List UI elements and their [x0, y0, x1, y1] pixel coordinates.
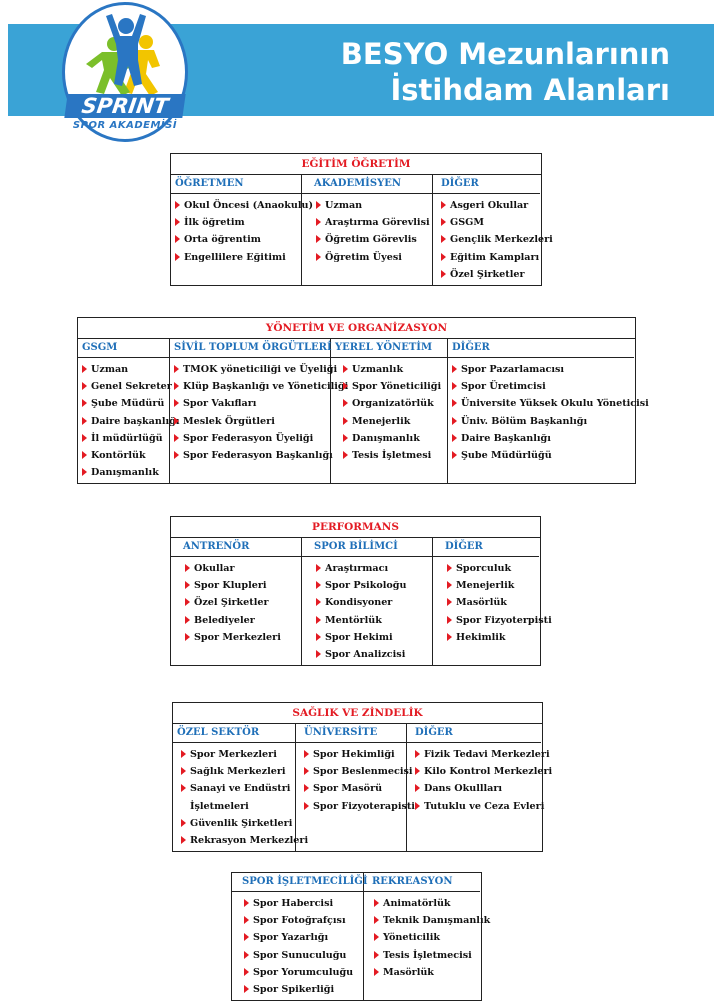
- bullet-triangle-icon: [185, 616, 190, 624]
- bullet-triangle-icon: [316, 598, 321, 606]
- column-ogretmen: [171, 175, 313, 285]
- bullet-triangle-icon: [174, 365, 179, 373]
- bullet-triangle-icon: [304, 784, 309, 792]
- logo-brand: SPRINT: [64, 94, 185, 118]
- bullet-triangle-icon: [316, 253, 321, 261]
- bullet-triangle-icon: [181, 784, 186, 792]
- bullet-triangle-icon: [316, 650, 321, 658]
- bullet-triangle-icon: [174, 399, 179, 407]
- table-columns: [171, 175, 553, 285]
- item-list: [407, 743, 553, 817]
- list-item: Organizatörlük: [331, 395, 447, 412]
- list-item: Kilo Kontrol Merkezleri: [407, 763, 541, 780]
- bullet-triangle-icon: [175, 235, 180, 243]
- bullet-triangle-icon: [244, 951, 249, 959]
- table-performans: [170, 516, 552, 666]
- list-item: Şube Müdürlüğü: [448, 447, 634, 464]
- column-header: ÜNİVERSİTE: [296, 724, 406, 743]
- list-item: Okullar: [171, 560, 301, 577]
- list-item: Güvenlik Şirketleri: [173, 815, 295, 832]
- column-sivil-toplum: [170, 339, 349, 483]
- list-item: Spor Yazarlığı: [232, 929, 363, 946]
- bullet-triangle-icon: [174, 417, 179, 425]
- bullet-triangle-icon: [174, 382, 179, 390]
- list-item: Üniv. Bölüm Başkanlığı: [448, 413, 634, 430]
- list-item: Danışmanlık: [78, 464, 169, 481]
- table-columns: [78, 339, 649, 483]
- item-list: [78, 358, 180, 483]
- list-item: Uzmanlık: [331, 361, 447, 378]
- list-item: Kontörlük: [78, 447, 169, 464]
- bullet-triangle-icon: [244, 899, 249, 907]
- column-header: DİĞER: [433, 175, 540, 194]
- list-item: Teknik Danışmanlık: [364, 912, 480, 929]
- bullet-triangle-icon: [441, 235, 446, 243]
- bullet-triangle-icon: [304, 767, 309, 775]
- bullet-triangle-icon: [452, 399, 457, 407]
- bullet-triangle-icon: [316, 218, 321, 226]
- list-item: Masörlük: [364, 964, 480, 981]
- column-akademisyen: [302, 175, 433, 285]
- list-item: İl müdürlüğü: [78, 430, 169, 447]
- bullet-triangle-icon: [316, 201, 321, 209]
- bullet-triangle-icon: [82, 365, 87, 373]
- list-item: TMOK yöneticiliği ve Üyeliği: [170, 361, 330, 378]
- bullet-triangle-icon: [181, 750, 186, 758]
- column-header: REKREASYON: [364, 873, 480, 892]
- bullet-triangle-icon: [82, 417, 87, 425]
- list-item: Araştırma Görevlisi: [302, 214, 432, 231]
- list-item: Orta öğrentim: [171, 231, 301, 248]
- bullet-triangle-icon: [343, 365, 348, 373]
- bullet-triangle-icon: [82, 434, 87, 442]
- table-columns: [171, 538, 552, 665]
- table-title: EĞİTİM ÖĞRETİM: [171, 154, 541, 175]
- list-item: Şube Müdürü: [78, 395, 169, 412]
- bullet-triangle-icon: [415, 767, 420, 775]
- bullet-triangle-icon: [82, 399, 87, 407]
- list-item: GSGM: [433, 214, 540, 231]
- bullet-triangle-icon: [447, 581, 452, 589]
- item-list: [171, 194, 313, 268]
- list-item-continuation: İşletmeleri: [190, 800, 249, 812]
- list-item: Okul Öncesi (Anaokulu): [171, 197, 301, 214]
- list-item: Spor Fizyoterpisti: [433, 612, 539, 629]
- column-diger: [433, 538, 552, 665]
- bullet-triangle-icon: [447, 633, 452, 641]
- bullet-triangle-icon: [316, 235, 321, 243]
- bullet-triangle-icon: [304, 750, 309, 758]
- bullet-triangle-icon: [175, 218, 180, 226]
- bullet-triangle-icon: [82, 451, 87, 459]
- list-item: Animatörlük: [364, 895, 480, 912]
- column-diger: [433, 175, 553, 285]
- list-item: Spor Vakıfları: [170, 395, 330, 412]
- bullet-triangle-icon: [415, 784, 420, 792]
- bullet-triangle-icon: [447, 598, 452, 606]
- list-item: Eğitim Kampları: [433, 249, 540, 266]
- bullet-triangle-icon: [415, 802, 420, 810]
- list-item: Araştırmacı: [302, 560, 432, 577]
- list-item: Spor Federasyon Başkanlığı: [170, 447, 330, 464]
- list-item: Genel Sekreter: [78, 378, 169, 395]
- list-item: Daire başkanlığı: [78, 413, 169, 430]
- page-title: [341, 36, 670, 108]
- logo-wordmark: [62, 94, 188, 138]
- table-yonetim-organizasyon: [77, 317, 649, 484]
- table-title: PERFORMANS: [171, 517, 540, 538]
- bullet-triangle-icon: [316, 581, 321, 589]
- column-spor-isletmeciligi: [232, 873, 368, 1000]
- bullet-triangle-icon: [244, 933, 249, 941]
- item-list: [302, 194, 432, 268]
- column-ozel-sektor: [173, 724, 309, 851]
- list-item: Klüp Başkanlığı ve Yöneticiliği: [170, 378, 330, 395]
- bullet-triangle-icon: [374, 968, 379, 976]
- list-item: Spor Yorumculuğu: [232, 964, 363, 981]
- logo-subtitle: SPOR AKADEMİSİ: [72, 120, 178, 131]
- item-list: [173, 743, 309, 851]
- bullet-triangle-icon: [82, 382, 87, 390]
- list-item: Spor Merkezleri: [173, 746, 295, 763]
- table-columns: [232, 873, 491, 1000]
- column-gsgm: [78, 339, 180, 483]
- item-list: [232, 892, 363, 1000]
- list-item: Spor Merkezleri: [171, 629, 301, 646]
- list-item: Uzman: [302, 197, 432, 214]
- list-item: Danışmanlık: [331, 430, 447, 447]
- list-item: Spor Analizcisi: [302, 646, 432, 663]
- list-item: Mentörlük: [302, 612, 432, 629]
- bullet-triangle-icon: [452, 365, 457, 373]
- list-item: Engellilere Eğitimi: [171, 249, 301, 266]
- bullet-triangle-icon: [181, 819, 186, 827]
- column-header: AKADEMİSYEN: [302, 175, 432, 194]
- bullet-triangle-icon: [185, 598, 190, 606]
- list-item: Belediyeler: [171, 612, 301, 629]
- item-list: [296, 743, 415, 817]
- bullet-triangle-icon: [181, 767, 186, 775]
- table-title: SAĞLIK VE ZİNDELİK: [173, 703, 542, 724]
- column-header: ÖĞRETMEN: [171, 175, 301, 194]
- bullet-triangle-icon: [185, 633, 190, 641]
- table-isletme-rekreasyon: [231, 872, 491, 1001]
- column-header: DİĞER: [448, 339, 634, 358]
- column-header: SPOR BİLİMCİ: [302, 538, 432, 557]
- list-item: Rekrasyon Merkezleri: [173, 832, 295, 849]
- list-item: Spor Spikerliği: [232, 981, 363, 998]
- bullet-triangle-icon: [343, 434, 348, 442]
- list-item: Hekimlik: [433, 629, 539, 646]
- column-yerel-yonetim: [331, 339, 448, 483]
- list-item: Daire Başkanlığı: [448, 430, 634, 447]
- list-item: Meslek Örgütleri: [170, 413, 330, 430]
- bullet-triangle-icon: [441, 270, 446, 278]
- bullet-triangle-icon: [343, 399, 348, 407]
- list-item: Menejerlik: [433, 577, 539, 594]
- column-universite: [296, 724, 415, 851]
- bullet-triangle-icon: [316, 564, 321, 572]
- bullet-triangle-icon: [452, 382, 457, 390]
- bullet-triangle-icon: [447, 616, 452, 624]
- list-item: Dans Okullları: [407, 780, 541, 797]
- list-item: Spor Sunuculuğu: [232, 947, 363, 964]
- list-item: Menejerlik: [331, 413, 447, 430]
- list-item: Yöneticilik: [364, 929, 480, 946]
- list-item: Gençlik Merkezleri: [433, 231, 540, 248]
- list-item: Spor Hekimliği: [296, 746, 406, 763]
- sprint-logo: [62, 2, 188, 142]
- column-header: YEREL YÖNETİM: [331, 339, 447, 358]
- bullet-triangle-icon: [316, 633, 321, 641]
- list-item: Tesis İşletmecisi: [364, 947, 480, 964]
- column-antrenor: [171, 538, 302, 665]
- bullet-triangle-icon: [185, 581, 190, 589]
- list-item: Sağlık Merkezleri: [173, 763, 295, 780]
- runners-icon: [76, 14, 172, 100]
- bullet-triangle-icon: [82, 468, 87, 476]
- page-title-line2: İstihdam Alanları: [390, 73, 670, 107]
- list-item: Öğretim Üyesi: [302, 249, 432, 266]
- list-item: Uzman: [78, 361, 169, 378]
- list-item: Spor Psikoloğu: [302, 577, 432, 594]
- bullet-triangle-icon: [441, 201, 446, 209]
- item-list: [302, 557, 432, 665]
- column-spor-bilimci: [302, 538, 433, 665]
- item-list: [364, 892, 491, 983]
- bullet-triangle-icon: [343, 382, 348, 390]
- column-diger: [448, 339, 649, 483]
- list-item: Spor Beslenmecisi: [296, 763, 406, 780]
- list-item: Spor Masörü: [296, 780, 406, 797]
- bullet-triangle-icon: [244, 968, 249, 976]
- list-item: Spor Fotoğrafçısı: [232, 912, 363, 929]
- list-item: Sporculuk: [433, 560, 539, 577]
- item-list: [171, 557, 301, 648]
- list-item: Üniversite Yüksek Okulu Yöneticisi: [448, 395, 634, 412]
- table-title: YÖNETİM VE ORGANİZASYON: [78, 318, 635, 339]
- bullet-triangle-icon: [304, 802, 309, 810]
- bullet-triangle-icon: [415, 750, 420, 758]
- list-item: İlk öğretim: [171, 214, 301, 231]
- item-list: [448, 358, 649, 466]
- list-item: Spor Üretimcisi: [448, 378, 634, 395]
- list-item: Asgeri Okullar: [433, 197, 540, 214]
- bullet-triangle-icon: [244, 916, 249, 924]
- list-item: Masörlük: [433, 594, 539, 611]
- column-header: SİVİL TOPLUM ÖRGÜTLERİ: [170, 339, 330, 358]
- bullet-triangle-icon: [185, 564, 190, 572]
- list-item: Sanayi ve Endüstri: [173, 780, 295, 797]
- list-item: Öğretim Görevlis: [302, 231, 432, 248]
- list-item: Fizik Tedavi Merkezleri: [407, 746, 541, 763]
- item-list: [433, 194, 553, 285]
- list-item: Spor Yöneticiliği: [331, 378, 447, 395]
- item-list: [331, 358, 447, 466]
- item-list: [170, 358, 349, 466]
- bullet-triangle-icon: [244, 985, 249, 993]
- list-item: Özel Şirketler: [171, 594, 301, 611]
- bullet-triangle-icon: [175, 201, 180, 209]
- list-item: Spor Habercisi: [232, 895, 363, 912]
- column-header: DİĞER: [433, 538, 539, 557]
- item-list: [433, 557, 552, 648]
- column-diger: [407, 724, 553, 851]
- column-header: ANTRENÖR: [171, 538, 301, 557]
- list-item: Spor Federasyon Üyeliği: [170, 430, 330, 447]
- bullet-triangle-icon: [452, 434, 457, 442]
- bullet-triangle-icon: [374, 933, 379, 941]
- list-item: Spor Hekimi: [302, 629, 432, 646]
- table-egitim-ogretim: [170, 153, 553, 286]
- bullet-triangle-icon: [441, 218, 446, 226]
- table-columns: [173, 724, 553, 851]
- table-saglik-zindelik: [172, 702, 553, 852]
- bullet-triangle-icon: [181, 836, 186, 844]
- list-item: Özel Şirketler: [433, 266, 540, 283]
- bullet-triangle-icon: [174, 434, 179, 442]
- bullet-triangle-icon: [174, 451, 179, 459]
- bullet-triangle-icon: [175, 253, 180, 261]
- bullet-triangle-icon: [343, 417, 348, 425]
- list-item: Kondisyoner: [302, 594, 432, 611]
- column-header: SPOR İŞLETMECİLİĞİ: [232, 873, 363, 892]
- bullet-triangle-icon: [441, 253, 446, 261]
- bullet-triangle-icon: [452, 417, 457, 425]
- bullet-triangle-icon: [374, 951, 379, 959]
- column-header: ÖZEL SEKTÖR: [173, 724, 295, 743]
- list-item: Tutuklu ve Ceza Evleri: [407, 798, 541, 815]
- column-header: DİĞER: [407, 724, 541, 743]
- bullet-triangle-icon: [452, 451, 457, 459]
- list-item: Tesis İşletmesi: [331, 447, 447, 464]
- bullet-triangle-icon: [374, 916, 379, 924]
- list-item: Spor Pazarlamacısı: [448, 361, 634, 378]
- bullet-triangle-icon: [343, 451, 348, 459]
- column-rekreasyon: [364, 873, 491, 1000]
- bullet-triangle-icon: [447, 564, 452, 572]
- list-item: Spor Klupleri: [171, 577, 301, 594]
- column-header: GSGM: [78, 339, 169, 358]
- page-title-line1: BESYO Mezunlarının: [340, 37, 670, 71]
- bullet-triangle-icon: [374, 899, 379, 907]
- bullet-triangle-icon: [316, 616, 321, 624]
- list-item: Spor Fizyoterapisti: [296, 798, 406, 815]
